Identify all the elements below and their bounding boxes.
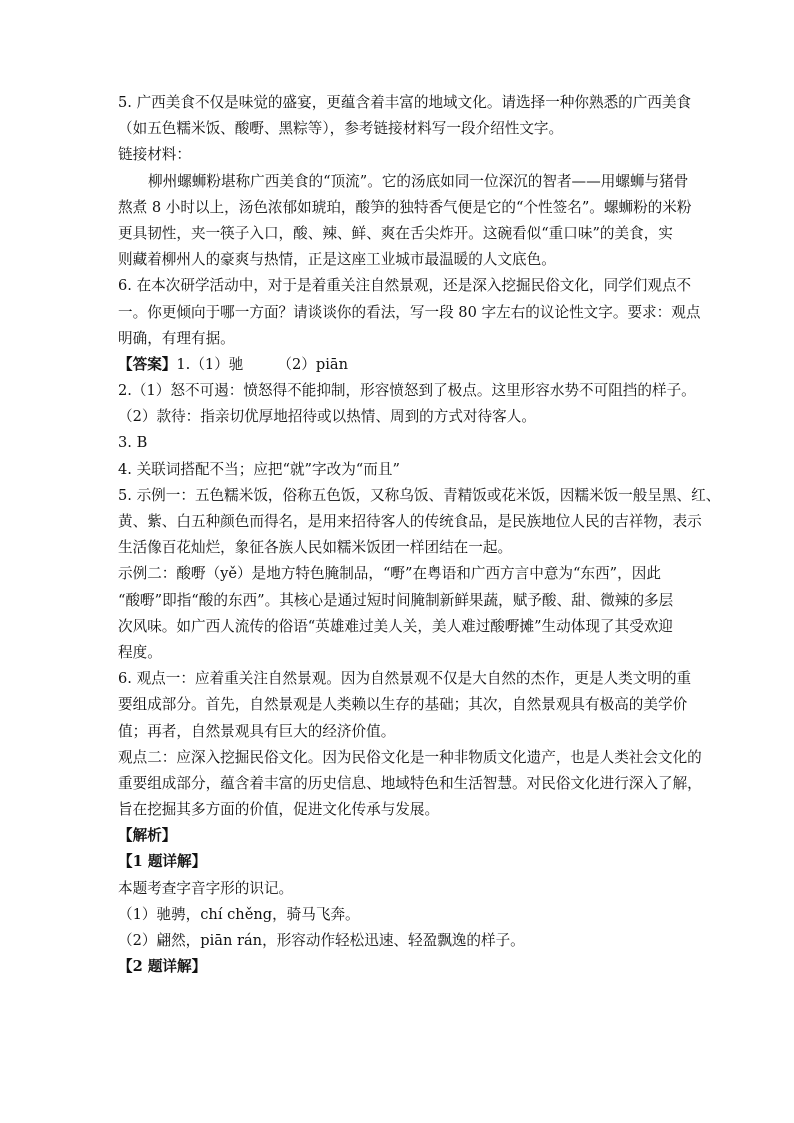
answer-6-line: 旨在挖掘其多方面的价值，促进文化传承与发展。 <box>118 801 440 819</box>
answer-5-line: 程度。 <box>118 643 162 661</box>
analysis-label: 【解析】 <box>118 827 177 845</box>
answer-6-line: 要组成部分。首先，自然景观是人类赖以生存的基础；其次，自然景观具有极高的美学价 <box>118 696 688 714</box>
material-line: 更具韧性，夹一筷子入口，酸、辣、鲜、爽在舌尖炸开。这碗看似“重口味”的美食，实 <box>118 224 673 242</box>
answer-5-line: “酸嘢”即指“酸的东西”。其核心是通过短时间腌制新鲜果蔬，赋予酸、甜、微辣的多层 <box>118 591 674 609</box>
answer-1-part1: 1.（1）驰 <box>176 355 244 373</box>
q5-line: （如五色糯米饭、酸嘢、黑粽等），参考链接材料写一段介绍性文字。 <box>118 120 564 138</box>
material-line: 熬煮 8 小时以上，汤色浓郁如琥珀，酸笋的独特香气便是它的“个性签名”。螺蛳粉的米粉 <box>118 198 692 216</box>
answer-6-line: 观点二：应深入挖掘民俗文化。因为民俗文化是一种非物质文化遗产，也是人类社会文化的 <box>118 748 702 766</box>
detail-2-label: 【2 题详解】 <box>118 958 207 976</box>
answer-6-line: 值；再者，自然景观具有巨大的经济价值。 <box>118 722 396 740</box>
q6-line: 6. 在本次研学活动中，对于是着重关注自然景观，还是深入挖掘民俗文化，同学们观点不 <box>118 277 692 295</box>
q6-line: 一。你更倾向于哪一方面？请谈谈你的看法，写一段 80 字左右的议论性文字。要求：观点 <box>118 303 701 321</box>
answer-line-1 <box>118 352 686 378</box>
material-line: 则藏着柳州人的豪爽与热情，正是这座工业城市最温暖的人文底色。 <box>118 251 556 269</box>
q5-line: 5. 广西美食不仅是味觉的盛宴，更蕴含着丰富的地域文化。请选择一种你熟悉的广西美食 <box>118 94 692 111</box>
detail-1-line: （1）驰骋，chí chěng，骑马飞奔。 <box>118 905 360 923</box>
detail-1-line: （2）翩然，piān rán，形容动作轻松迅速、轻盈飘逸的样子。 <box>118 932 525 949</box>
answer-4: 4. 关联词搭配不当；应把“就”字改为“而且” <box>118 460 400 478</box>
answer-5-line: 次风味。如广西人流传的俗语“英雄难过美人关，美人难过酸嘢摊”生动体现了其受欢迎 <box>118 617 673 635</box>
link-material-label: 链接材料： <box>118 146 191 164</box>
document-page <box>118 90 721 980</box>
answer-2-line: （2）款待：指亲切优厚地招待或以热情、周到的方式对待客人。 <box>118 408 536 426</box>
q6-line: 明确，有理有据。 <box>118 329 235 347</box>
answer-3: 3. B <box>118 434 148 452</box>
answer-5-line: 示例二：酸嘢（yě）是地方特色腌制品，“嘢”在粤语和广西方言中意为“东西”，因此 <box>118 565 661 583</box>
answer-5-line: 生活像百花灿烂，象征各族人民如糯米饭团一样团结在一起。 <box>118 539 513 557</box>
material-line: 柳州螺蛳粉堪称广西美食的“顶流”。它的汤底如同一位深沉的智者——用螺蛳与猪骨 <box>148 172 689 190</box>
answer-6-line: 6. 观点一：应着重关注自然景观。因为自然景观不仅是大自然的杰作，更是人类文明的重 <box>118 670 692 688</box>
detail-1-label: 【1 题详解】 <box>118 853 207 871</box>
answer-label: 【答案】 <box>118 355 177 373</box>
answer-1-part2: （2）piān <box>277 355 348 373</box>
answer-5-line: 黄、紫、白五种颜色而得名，是用来招待客人的传统食品，是民族地位人民的吉祥物，表示 <box>118 513 702 530</box>
answer-6-line: 重要组成部分，蕴含着丰富的历史信息、地域特色和生活智慧。对民俗文化进行深入了解， <box>118 774 702 792</box>
answer-2-line: 2.（1）怒不可遏：愤怒得不能抑制，形容愤怒到了极点。这里形容水势不可阻挡的样子。 <box>118 382 696 400</box>
detail-1-line: 本题考查字音字形的识记。 <box>118 879 294 897</box>
answer-5-line: 5. 示例一：五色糯米饭，俗称五色饭，又称乌饭、青精饭或花米饭，因糯米饭一般呈黑、红、 <box>118 486 721 504</box>
